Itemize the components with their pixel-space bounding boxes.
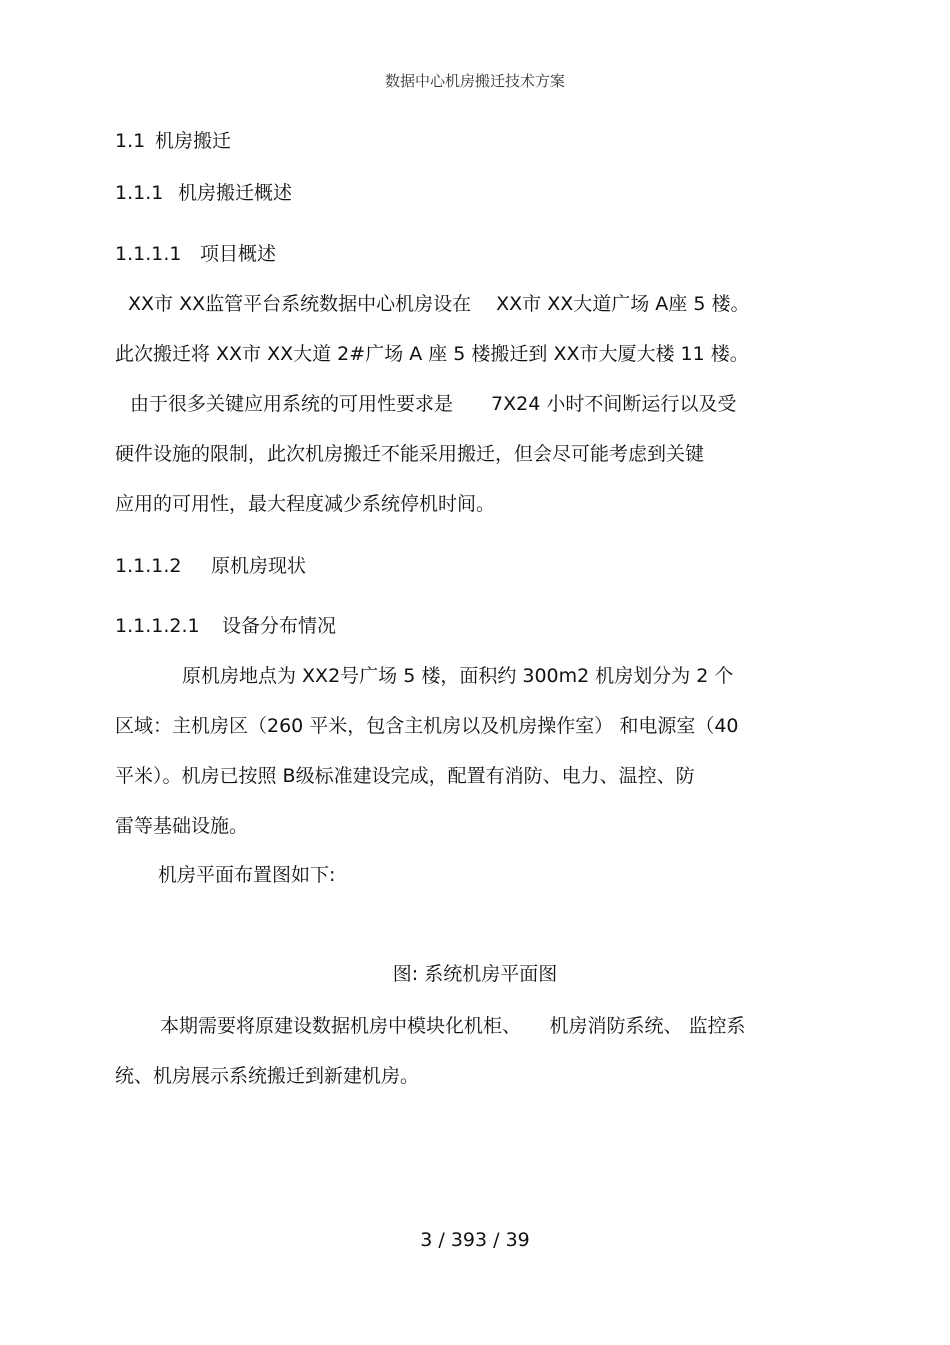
distribution-line-4: 雷等基础设施。 [115, 815, 249, 837]
heading-number: 1.1 [115, 130, 146, 152]
heading-text: 机房搬迁概述 [178, 182, 293, 204]
overview-line-4: 硬件设施的限制，此次机房搬迁不能采用搬迁，但会尽可能考虑到关键 [115, 443, 705, 465]
heading-1-1-1-1 [115, 242, 276, 266]
relocation-line-2: 统、机房展示系统搬迁到新建机房。 [115, 1065, 420, 1087]
page-number: 3 / 393 / 39 [420, 1229, 530, 1251]
layout-intro: 机房平面布置图如下: [158, 864, 336, 886]
distribution-line-3: 平米）。机房已按照 B级标准建设完成，配置有消防、电力、温控、防 [115, 765, 695, 787]
relocation-line-1: 本期需要将原建设数据机房中模块化机柜、 机房消防系统、 监控系 [160, 1015, 746, 1037]
distribution-line-1: 原机房地点为 XX2号广场 5 楼，面积约 300m2 机房划分为 2 个 [182, 665, 734, 687]
heading-text: 设备分布情况 [222, 615, 337, 637]
figure-caption: 图: 系统机房平面图 [392, 963, 558, 985]
heading-number: 1.1.1.2 [115, 555, 182, 577]
heading-text: 项目概述 [200, 243, 277, 265]
overview-line-2: 此次搬迁将 XX市 XX大道 2#广场 A 座 5 楼搬迁到 XX市大厦大楼 11 楼。 [115, 343, 749, 365]
heading-number: 1.1.1.2.1 [115, 615, 200, 637]
overview-line-1: XX市 XX监管平台系统数据中心机房设在 XX市 XX大道广场 A座 5 楼。 [128, 293, 750, 315]
heading-1-1 [115, 129, 231, 153]
overview-line-3: 由于很多关键应用系统的可用性要求是 7X24 小时不间断运行以及受 [130, 393, 737, 415]
heading-number: 1.1.1 [115, 182, 164, 204]
page-header-title: 数据中心机房搬迁技术方案 [384, 72, 565, 90]
distribution-line-2: 区域：主机房区（260 平米，包含主机房以及机房操作室） 和电源室（40 [115, 715, 739, 737]
heading-text: 原机房现状 [211, 555, 307, 577]
heading-1-1-1-2 [115, 554, 306, 578]
overview-line-5: 应用的可用性，最大程度减少系统停机时间。 [115, 493, 496, 515]
heading-number: 1.1.1.1 [115, 243, 182, 265]
heading-1-1-1-2-1 [115, 614, 336, 638]
heading-1-1-1 [115, 181, 292, 205]
heading-text: 机房搬迁 [155, 130, 232, 152]
